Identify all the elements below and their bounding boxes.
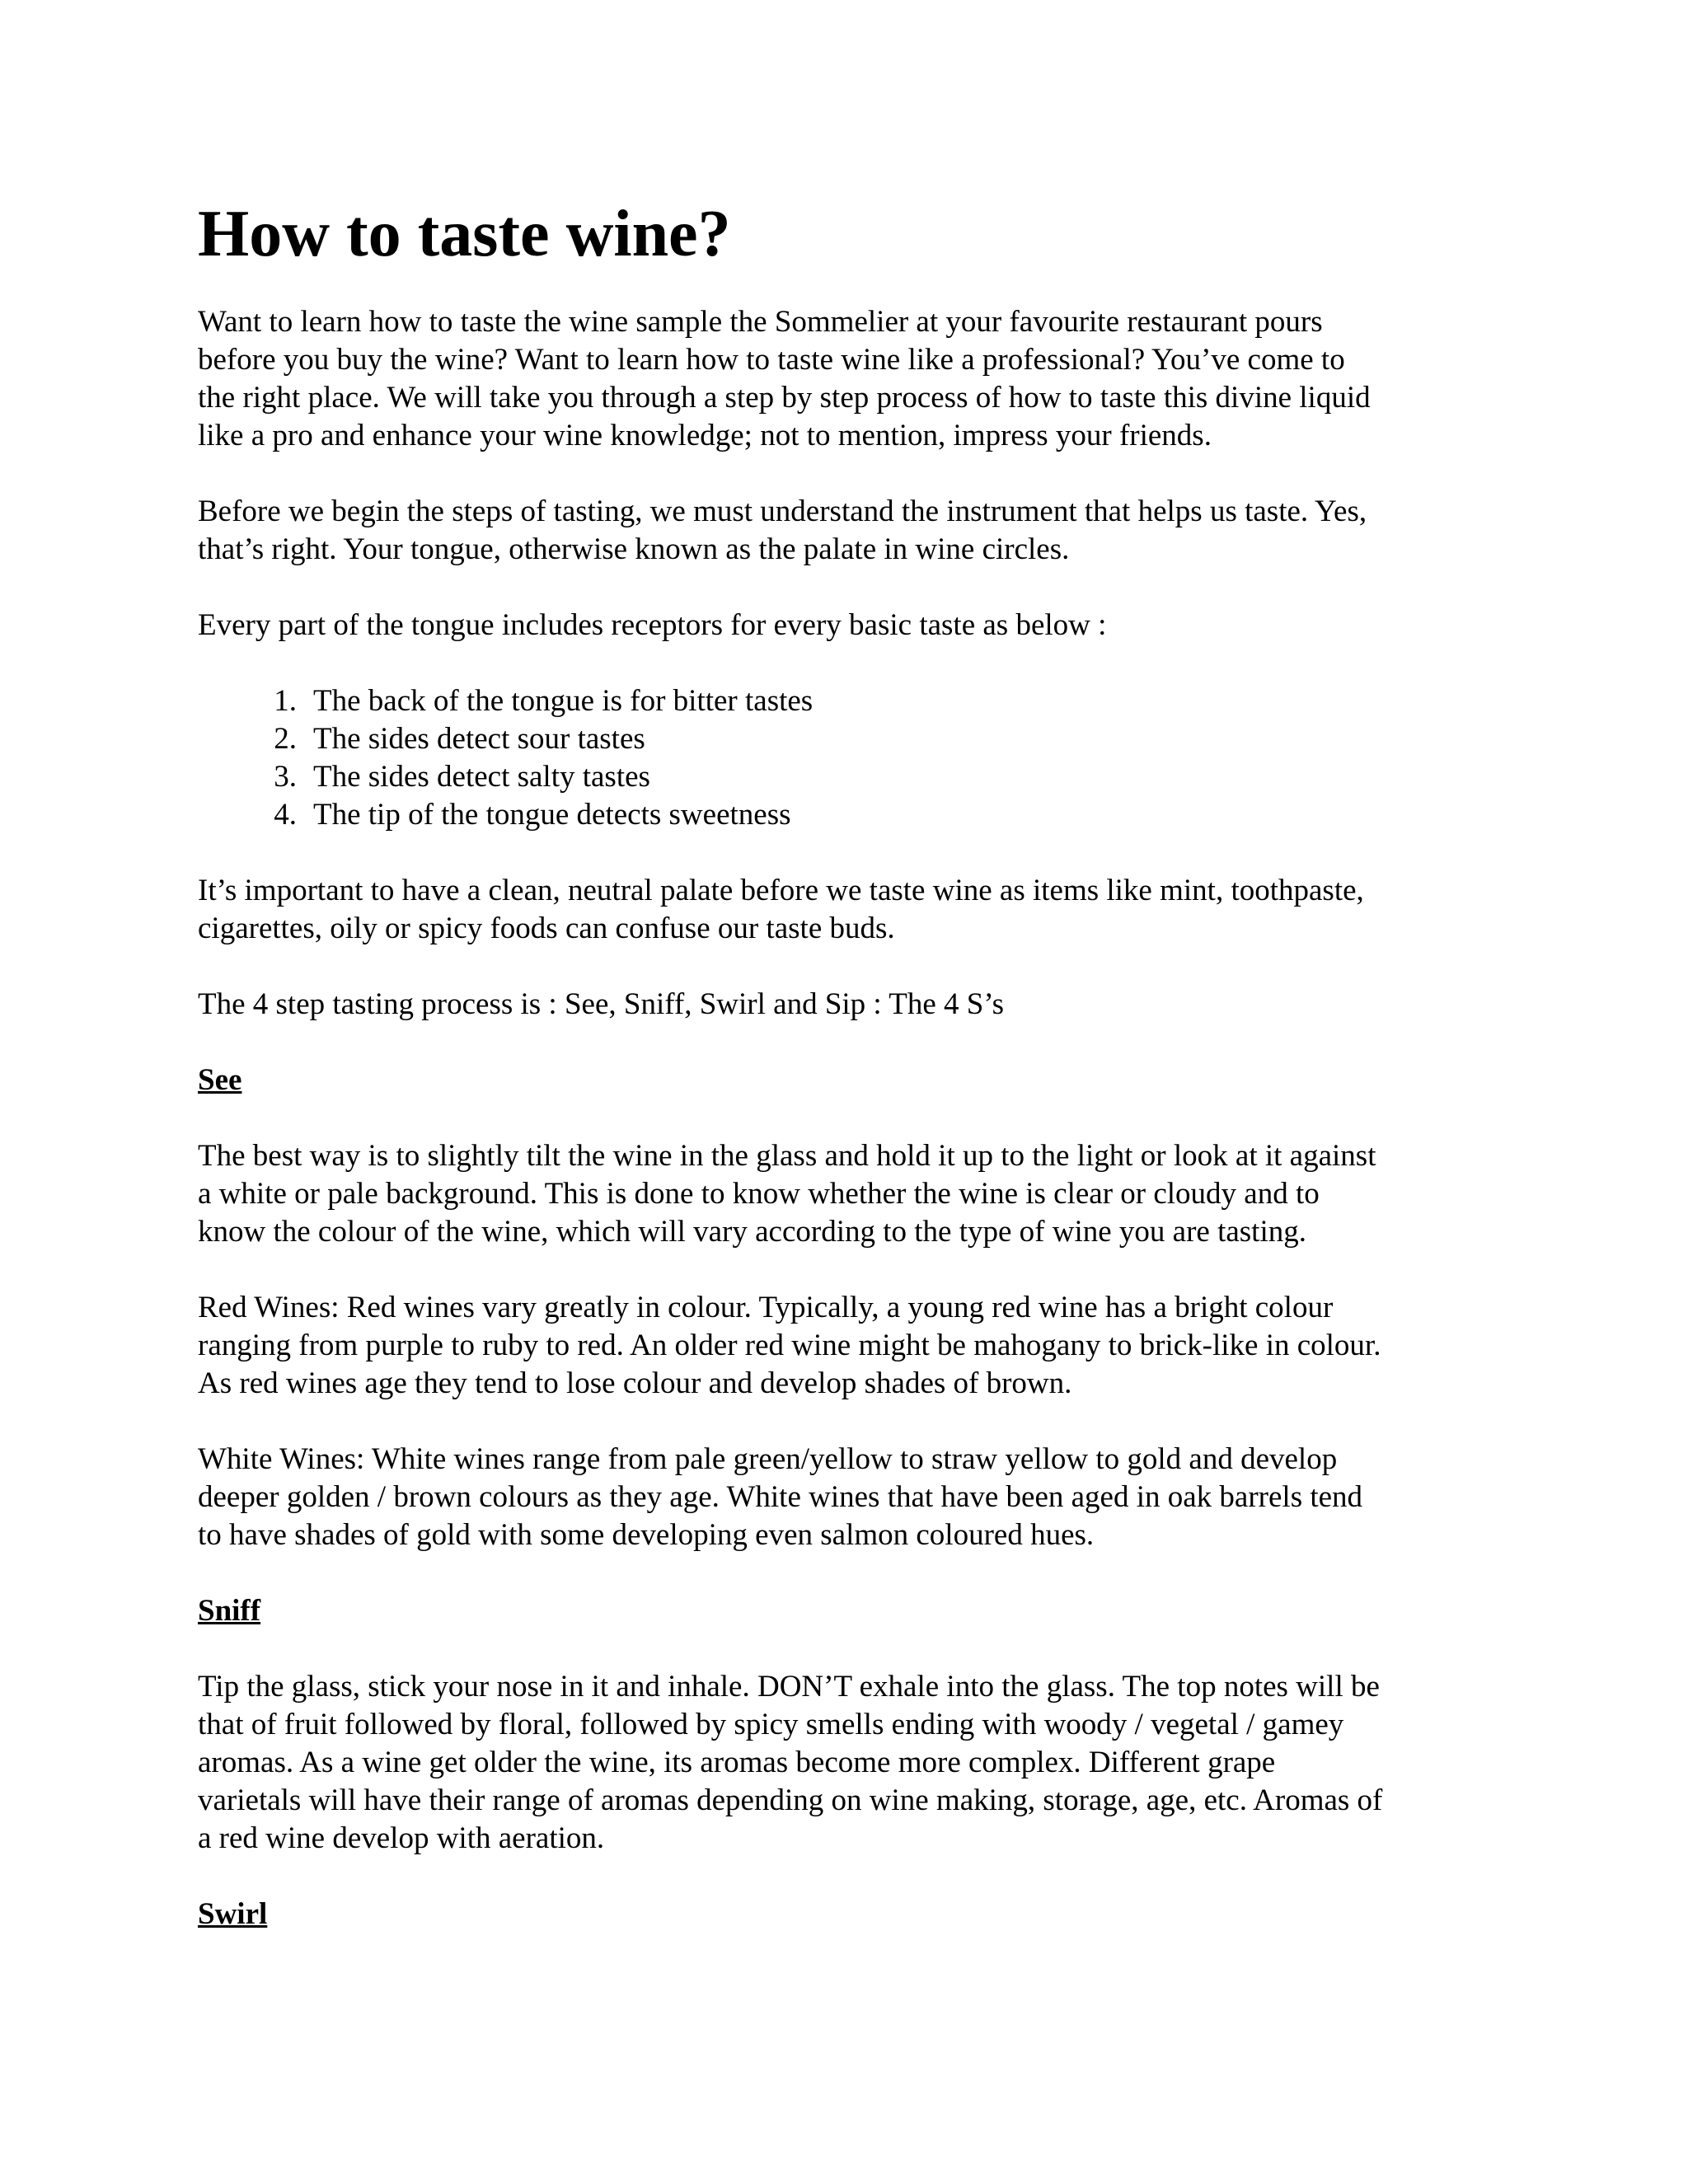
receptors-intro [198,607,1500,644]
text-line: like a pro and enhance your wine knowledge; not to mention, impress your friends. [198,419,1212,452]
section-heading-see: See [198,1063,242,1097]
text-line: Red Wines: Red wines vary greatly in colour. Typically, a young red wine has a bright colour [198,1291,1334,1324]
list-item [198,720,1500,758]
list-item [198,682,1500,720]
list-text: The back of the tongue is for bitter tastes [313,684,814,718]
list-item [198,758,1500,796]
text-line: The best way is to slightly tilt the wine in the glass and hold it up to the light or look at it against [198,1139,1376,1173]
text-line: before you buy the wine? Want to learn how to taste wine like a professional? You’ve come to [198,343,1345,377]
text-line: Want to learn how to taste the wine sample the Sommelier at your favourite restaurant pours [198,305,1323,339]
text-line: Before we begin the steps of tasting, we must understand the instrument that helps us taste. Yes, [198,494,1367,528]
text-line: It’s important to have a clean, neutral palate before we taste wine as items like mint, toothpaste, [198,874,1364,907]
see-paragraph [198,1137,1500,1251]
text-line: White Wines: White wines range from pale green/yellow to straw yellow to gold and develop [198,1442,1338,1476]
text-line: a white or pale background. This is done to know whether the wine is clear or cloudy and to [198,1177,1320,1211]
clean-palate-paragraph [198,872,1500,948]
text-line: know the colour of the wine, which will vary according to the type of wine you are tasting. [198,1215,1306,1249]
section-heading-sniff: Sniff [198,1594,261,1628]
text-line: to have shades of gold with some developing even salmon coloured hues. [198,1518,1095,1552]
text-line: The 4 step tasting process is : See, Sniff, Swirl and Sip : The 4 S’s [198,987,1005,1021]
four-steps-paragraph [198,986,1500,1024]
text-line: that of fruit followed by floral, followed by spicy smells ending with woody / vegetal / gamey [198,1708,1344,1741]
text-line: As red wines age they tend to lose colour and develop shades of brown. [198,1366,1072,1400]
list-number: 2. [274,722,297,756]
document-page [198,194,1500,1971]
page-title: How to taste wine? [198,198,731,270]
text-line: a red wine develop with aeration. [198,1821,605,1855]
text-line: varietals will have their range of aromas depending on wine making, storage, age, etc. Aromas of [198,1783,1383,1817]
text-line: that’s right. Your tongue, otherwise known as the palate in wine circles. [198,532,1070,566]
list-item [198,796,1500,834]
white-wines-paragraph [198,1441,1500,1554]
sniff-paragraph [198,1668,1500,1858]
text-line: cigarettes, oily or spicy foods can confuse our taste buds. [198,912,895,945]
section-heading-swirl: Swirl [198,1897,268,1931]
list-number: 1. [274,684,297,718]
text-line: Tip the glass, stick your nose in it and inhale. DON’T exhale into the glass. The top notes will be [198,1670,1380,1704]
text-line: the right place. We will take you through a step by step process of how to taste this divine liquid [198,381,1371,415]
list-number: 4. [274,798,297,832]
text-line: ranging from purple to ruby to red. An older red wine might be mahogany to brick-like in colour. [198,1329,1381,1362]
list-text: The sides detect salty tastes [313,760,650,794]
red-wines-paragraph [198,1289,1500,1403]
list-text: The sides detect sour tastes [313,722,645,756]
taste-list [198,682,1500,834]
text-line: Every part of the tongue includes receptors for every basic taste as below : [198,608,1107,642]
list-number: 3. [274,760,297,794]
list-text: The tip of the tongue detects sweetness [313,798,791,832]
palate-paragraph [198,493,1500,569]
text-line: deeper golden / brown colours as they age. White wines that have been aged in oak barrels tend [198,1480,1363,1514]
text-line: aromas. As a wine get older the wine, its aromas become more complex. Different grape [198,1746,1276,1779]
intro-paragraph [198,303,1500,455]
